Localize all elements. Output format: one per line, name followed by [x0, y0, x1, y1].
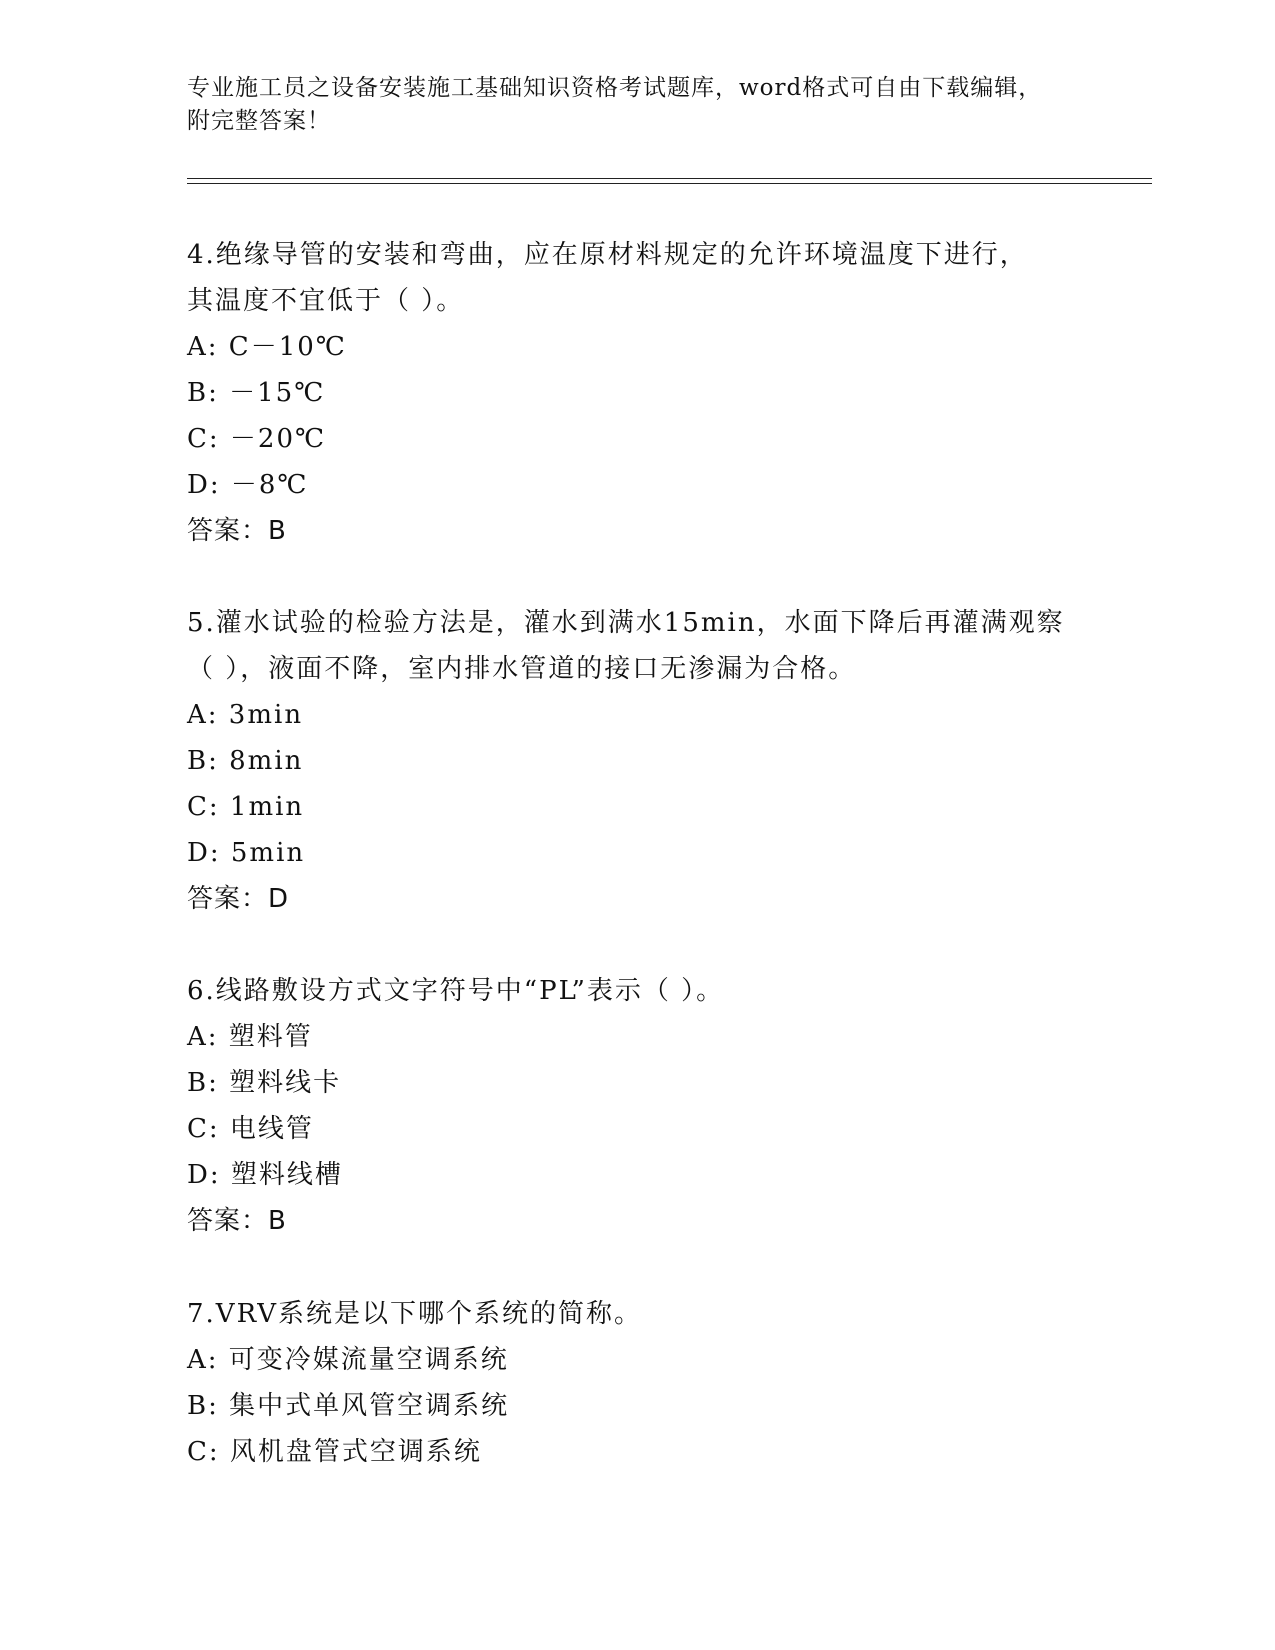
option-c: C: 1min — [187, 792, 305, 822]
header-rule-double — [187, 183, 1152, 184]
option-a: A: 3min — [187, 700, 304, 730]
question-stem-line: 其温度不宜低于（ ）。 — [187, 286, 465, 316]
answer-label: 答案：B — [187, 1206, 287, 1236]
option-d: D: 5min — [187, 838, 306, 868]
question-5 — [187, 600, 1147, 922]
question-stem-line: 4.绝缘导管的安装和弯曲，应在原材料规定的允许环境温度下进行， — [187, 240, 1028, 270]
question-6 — [187, 968, 1147, 1244]
question-stem-line: （ ），液面不降，室内排水管道的接口无渗漏为合格。 — [187, 654, 857, 684]
option-d: D: 塑料线槽 — [187, 1160, 343, 1190]
option-b: B: 塑料线卡 — [187, 1068, 342, 1098]
option-c: C: 风机盘管式空调系统 — [187, 1437, 482, 1467]
option-c: C: －20℃ — [187, 424, 327, 454]
option-b: B: 集中式单风管空调系统 — [187, 1391, 510, 1421]
answer-label: 答案：B — [187, 516, 287, 546]
document-header: 专业施工员之设备安装施工基础知识资格考试题库，word格式可自由下载编辑， 附完整答案！ — [187, 75, 1043, 134]
option-d: D: －8℃ — [187, 470, 309, 500]
option-c: C: 电线管 — [187, 1114, 314, 1144]
option-a: A: 可变冷媒流量空调系统 — [187, 1345, 509, 1375]
question-stem-line: 6.线路敷设方式文字符号中“PL”表示（ ）。 — [187, 976, 725, 1006]
header-rule — [187, 178, 1152, 179]
option-b: B: 8min — [187, 746, 304, 776]
option-a: A: 塑料管 — [187, 1022, 313, 1052]
question-stem-line: 5.灌水试验的检验方法是，灌水到满水15min，水面下降后再灌满观察 — [187, 608, 1065, 638]
question-4 — [187, 232, 1147, 554]
option-b: B: －15℃ — [187, 378, 326, 408]
question-stem-line: 7.VRV系统是以下哪个系统的简称。 — [187, 1299, 643, 1329]
answer-label: 答案：D — [187, 884, 290, 914]
question-7 — [187, 1291, 1147, 1475]
option-a: A: C－10℃ — [187, 332, 347, 362]
